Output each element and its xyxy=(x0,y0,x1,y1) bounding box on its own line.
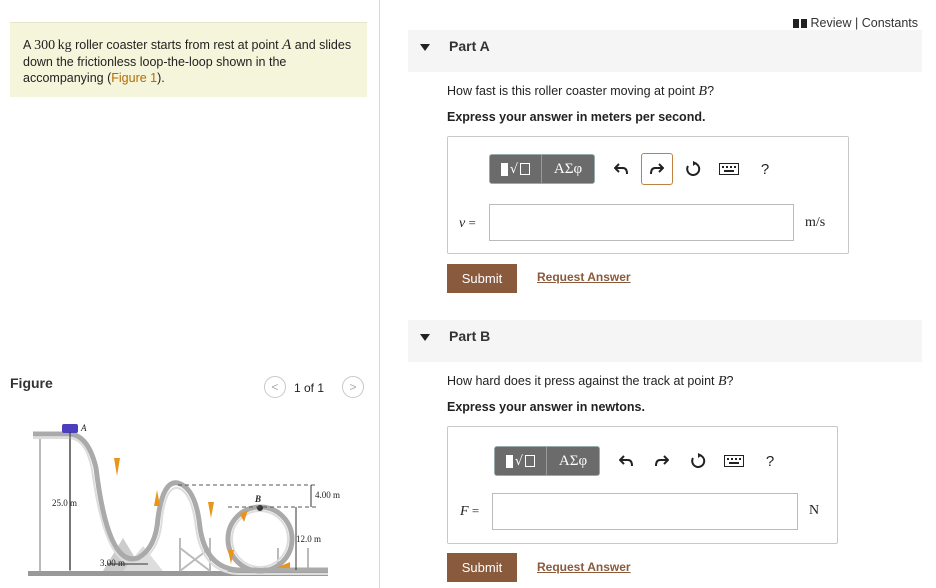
trestle xyxy=(40,438,308,571)
mass-unit: kg xyxy=(57,38,72,53)
keyboard-icon xyxy=(724,455,744,467)
question-text: ? xyxy=(726,374,734,388)
problem-text: ). xyxy=(157,71,165,85)
redo-button[interactable] xyxy=(641,153,673,185)
part-a-title: Part A xyxy=(449,38,490,54)
undo-icon xyxy=(619,455,633,467)
problem-statement xyxy=(10,22,367,97)
review-constants-label: Review | Constants xyxy=(810,16,918,30)
part-b-question xyxy=(447,374,734,390)
part-b-submit-button[interactable]: Submit xyxy=(447,553,517,582)
problem-text: and slides down the frictionless loop-the-loop shown in the accompanying ( xyxy=(23,38,352,85)
part-a-unit: m/s xyxy=(805,215,826,230)
part-a-request-answer-link[interactable]: Request Answer xyxy=(537,270,631,284)
figure-title: Figure xyxy=(10,375,53,391)
undo-button[interactable] xyxy=(610,445,642,477)
point-a-var: A xyxy=(282,37,292,53)
part-a-instruction: Express your answer in meters per second. xyxy=(447,110,706,124)
part-a-answer-box xyxy=(447,136,849,254)
loop xyxy=(228,507,292,571)
reset-icon xyxy=(685,161,701,177)
figure-link[interactable]: Figure 1 xyxy=(111,71,158,85)
reset-icon xyxy=(690,453,706,469)
question-var: B xyxy=(717,374,727,389)
var-v: v xyxy=(459,216,466,231)
help-button[interactable]: ? xyxy=(760,160,770,178)
equals-sign: = xyxy=(471,503,480,518)
label-height-b: 4.00 m xyxy=(315,490,341,500)
part-a-var-label xyxy=(459,215,476,232)
review-constants-link[interactable] xyxy=(793,16,918,30)
collapse-triangle-icon xyxy=(420,334,430,341)
part-b-title: Part B xyxy=(449,328,491,344)
help-button[interactable]: ? xyxy=(765,452,775,470)
part-b-request-answer-link[interactable]: Request Answer xyxy=(537,560,631,574)
roller-coaster-figure xyxy=(28,418,358,583)
left-panel xyxy=(0,0,380,588)
redo-icon xyxy=(650,163,664,175)
redo-icon xyxy=(655,455,669,467)
figure-next-button[interactable]: > xyxy=(342,376,364,398)
part-a-header[interactable] xyxy=(408,30,922,72)
reference-lines xyxy=(178,485,318,507)
roller-coaster-diagram xyxy=(28,418,358,583)
template-group xyxy=(494,446,600,476)
sqrt-icon: √ xyxy=(514,453,524,469)
part-b-answer-input[interactable] xyxy=(492,493,798,530)
coaster-car xyxy=(62,424,78,433)
greek-symbols-button[interactable]: ΑΣφ xyxy=(542,155,594,183)
question-text: How hard does it press against the track at point xyxy=(447,374,718,388)
problem-text: A xyxy=(23,38,35,52)
figure-prev-button[interactable]: < xyxy=(264,376,286,398)
undo-button[interactable] xyxy=(605,153,637,185)
greek-symbols-button[interactable]: ΑΣφ xyxy=(547,447,599,475)
math-toolbar xyxy=(494,445,786,477)
reset-button[interactable] xyxy=(677,153,709,185)
problem-text: roller coaster starts from rest at point xyxy=(71,38,283,52)
question-text: How fast is this roller coaster moving at point xyxy=(447,84,699,98)
undo-icon xyxy=(614,163,628,175)
question-var: B xyxy=(698,84,708,99)
part-a-question xyxy=(447,84,714,100)
template-group xyxy=(489,154,595,184)
sqrt-icon: √ xyxy=(509,161,519,177)
redo-button[interactable] xyxy=(646,445,678,477)
keyboard-icon xyxy=(719,163,739,175)
keyboard-button[interactable] xyxy=(713,153,745,185)
loop-rail xyxy=(232,511,288,567)
mass-value: 300 xyxy=(34,38,56,53)
point-b-dot xyxy=(257,505,263,511)
label-width: 3.00 m xyxy=(100,558,126,568)
templates-button[interactable] xyxy=(490,155,542,183)
part-b-answer-box xyxy=(447,426,838,544)
book-icon xyxy=(793,19,807,28)
part-a-submit-button[interactable]: Submit xyxy=(447,264,517,293)
label-point-a: A xyxy=(81,423,87,433)
reset-button[interactable] xyxy=(682,445,714,477)
part-b-header[interactable] xyxy=(408,320,922,362)
figure-header xyxy=(10,374,368,404)
label-point-b: B xyxy=(255,494,262,504)
label-height-a: 25.0 m xyxy=(52,498,78,508)
math-toolbar xyxy=(489,153,781,185)
templates-button[interactable] xyxy=(495,447,547,475)
part-b-var-label xyxy=(460,503,479,520)
figure-page-count: 1 of 1 xyxy=(294,381,325,395)
label-loop-height: 12.0 m xyxy=(296,534,322,544)
part-a-answer-input[interactable] xyxy=(489,204,794,241)
equals-sign: = xyxy=(468,215,476,230)
keyboard-button[interactable] xyxy=(718,445,750,477)
var-f: F xyxy=(460,504,469,519)
part-b-instruction: Express your answer in newtons. xyxy=(447,400,645,414)
collapse-triangle-icon xyxy=(420,44,430,51)
question-text: ? xyxy=(707,84,715,98)
part-b-unit: N xyxy=(809,503,820,518)
